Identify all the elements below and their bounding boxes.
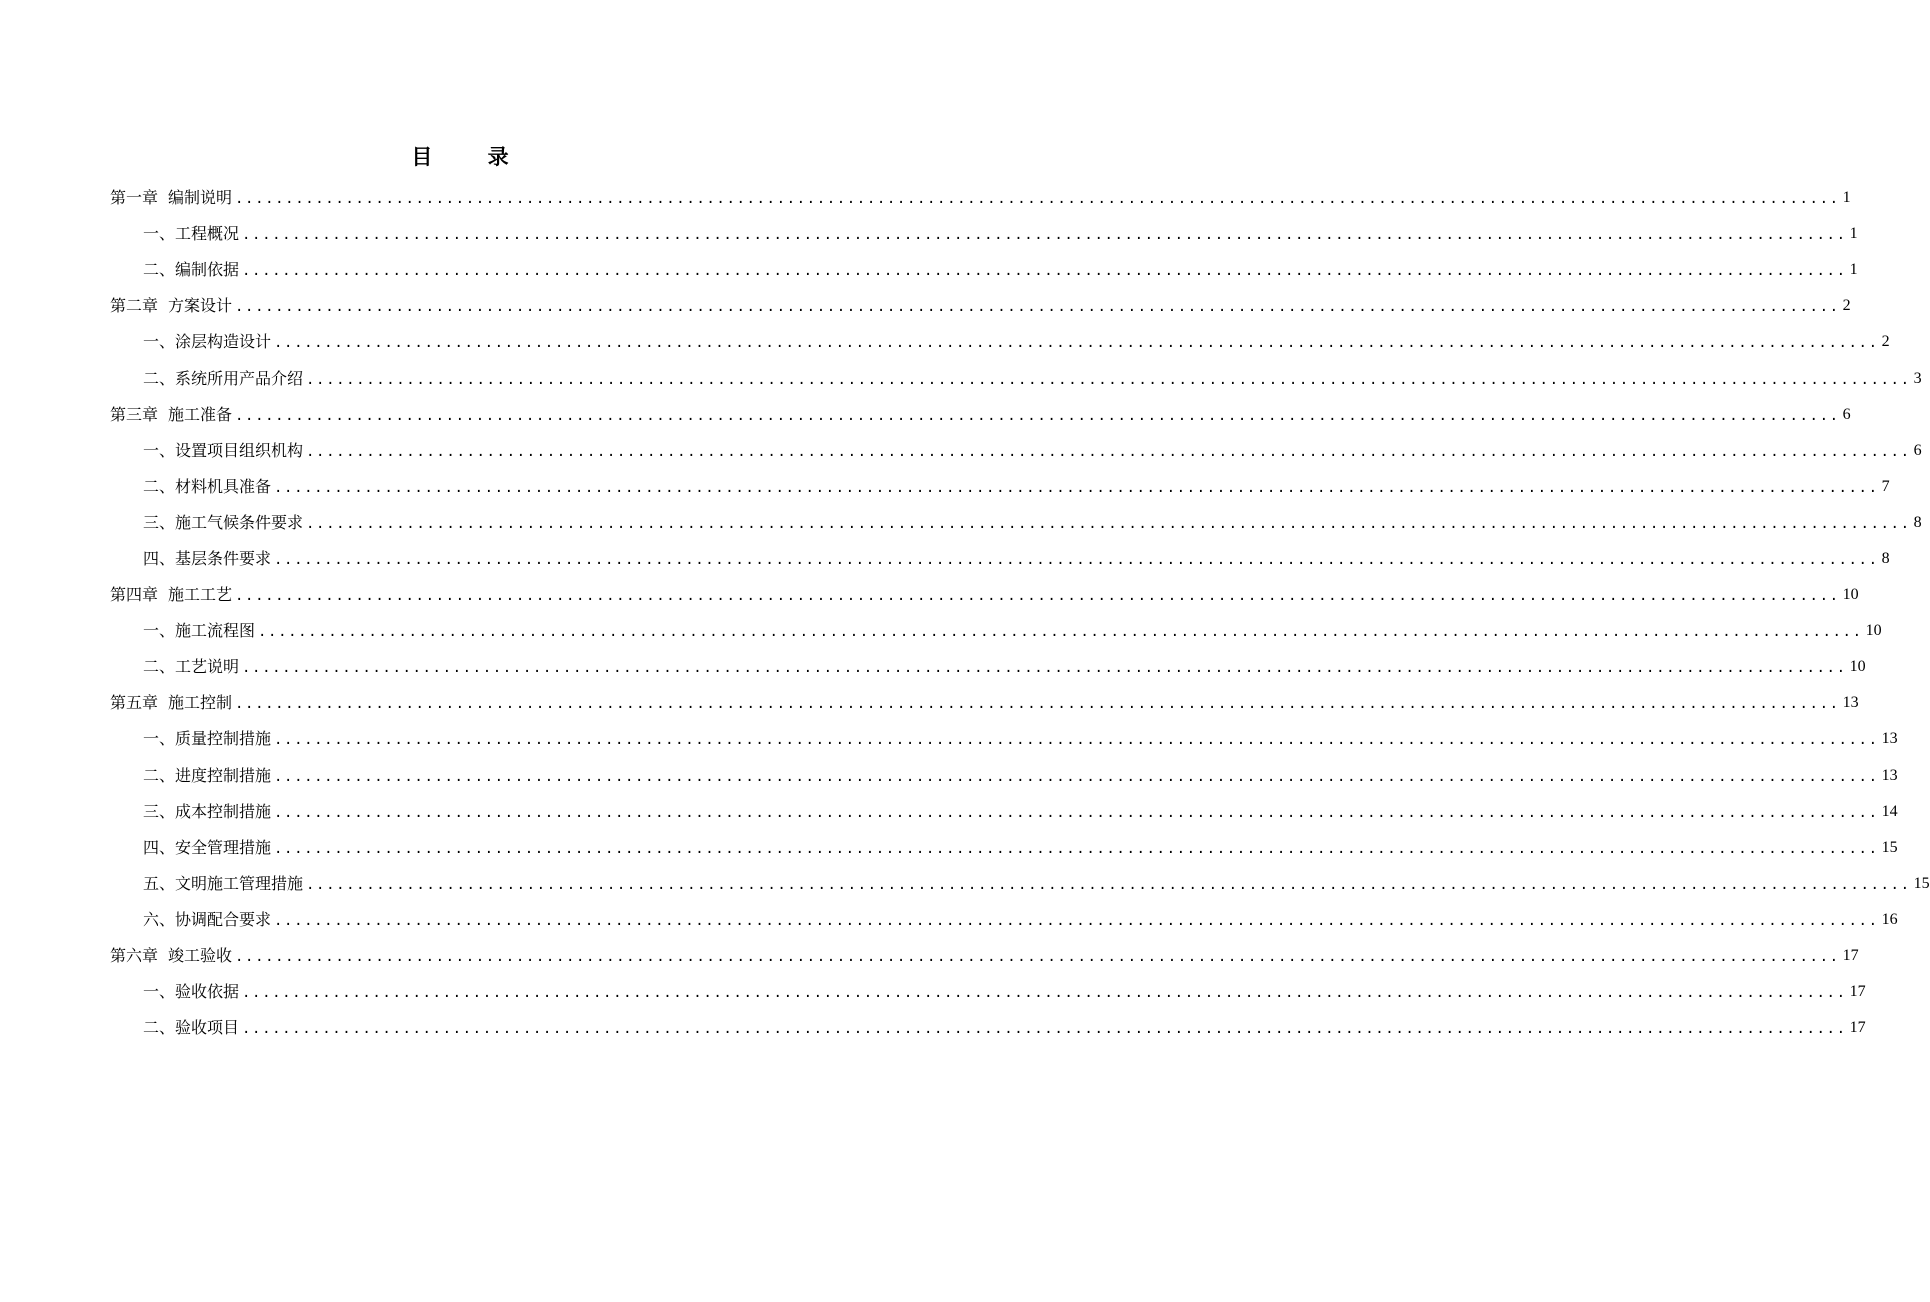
toc-section-entry[interactable] [110,830,1898,866]
toc-entry-text: 编制说明 [168,188,233,208]
toc-chapter-number: 第三章 [110,404,159,424]
toc-page-number: 13 [1881,766,1898,784]
toc-entry-label [110,405,232,425]
toc-page-number: 7 [1881,477,1890,495]
toc-section-entry[interactable] [110,216,1858,252]
toc-dot-leader: ................................................................................................................................................................ [274,551,1879,568]
toc-chapter-entry[interactable] [110,288,1851,324]
toc-entry-text: 施工控制 [168,693,233,713]
toc-page-number: 13 [1842,694,1859,712]
toc-section-entry[interactable] [110,649,1866,685]
toc-dot-leader: ................................................................................................................................................................ [242,660,1847,677]
toc-dot-leader: ................................................................................................................................................................ [274,335,1879,352]
toc-page-number: 15 [1881,838,1898,856]
toc-title: 目 录 [411,145,533,169]
toc-section-entry[interactable] [110,794,1898,830]
toc-entry-label [143,513,303,533]
toc-page-number: 1 [1849,225,1858,243]
toc-section-entry[interactable] [110,613,1882,649]
toc-entry-text: 二、进度控制措施 [143,765,272,785]
toc-section-entry[interactable] [110,360,1922,396]
toc-dot-leader: ................................................................................................................................................................ [274,768,1879,785]
toc-entry-text: 一、涂层构造设计 [143,332,272,352]
toc-page-number: 6 [1913,441,1922,459]
toc-entry-label [143,332,271,352]
toc-entry-label [143,910,271,930]
toc-entry-label [143,441,303,461]
toc-entry-text: 一、验收依据 [143,982,240,1002]
toc-entry-label [143,477,271,497]
toc-entry-text: 二、验收项目 [143,1018,240,1038]
toc-section-entry[interactable] [110,505,1922,541]
toc-entry-text: 一、工程概况 [143,224,240,244]
toc-page-number: 8 [1881,549,1890,567]
toc-page-number: 15 [1913,874,1930,892]
toc-entry-label [143,874,303,894]
toc-dot-leader: ................................................................................................................................................................ [306,371,1911,388]
toc-entry-label [110,188,232,208]
toc-entry-text: 一、质量控制措施 [143,729,272,749]
toc-page-number: 17 [1849,983,1866,1001]
toc-dot-leader: ................................................................................................................................................................ [274,804,1879,821]
toc-chapter-entry[interactable] [110,685,1859,721]
toc-chapter-number: 第二章 [110,296,159,316]
toc-dot-leader: ................................................................................................................................................................ [242,263,1847,280]
toc-dot-leader: ................................................................................................................................................................ [274,912,1879,929]
toc-entry-label [110,585,232,605]
toc-dot-leader: ................................................................................................................................................................ [235,588,1840,605]
toc-page-number: 8 [1913,513,1922,531]
toc-dot-leader: ................................................................................................................................................................ [274,840,1879,857]
toc-section-entry[interactable] [110,758,1898,794]
toc-entry-text: 二、材料机具准备 [143,476,272,496]
toc-dot-leader: ................................................................................................................................................................ [242,985,1847,1002]
toc-dot-leader: ................................................................................................................................................................ [306,515,1911,532]
toc-chapter-entry[interactable] [110,577,1859,613]
toc-entry-label [110,946,232,966]
toc-chapter-number: 第五章 [110,693,159,713]
toc-entry-text: 五、文明施工管理措施 [143,873,304,893]
toc-entry-text: 一、施工流程图 [143,621,256,641]
toc-dot-leader: ................................................................................................................................................................ [258,624,1863,641]
toc-page-number: 2 [1881,333,1890,351]
toc-page-number: 16 [1881,910,1898,928]
toc-page-number: 17 [1842,947,1859,965]
toc-dot-leader: ................................................................................................................................................................ [306,876,1911,893]
toc-page-number: 14 [1881,802,1898,820]
toc-chapter-number: 第六章 [110,946,159,966]
toc-chapter-number: 第四章 [110,585,159,605]
toc-dot-leader: ................................................................................................................................................................ [235,407,1840,424]
toc-page-number: 13 [1881,730,1898,748]
toc-entry-label [143,729,271,749]
toc-dot-leader: ................................................................................................................................................................ [274,732,1879,749]
toc-dot-leader: ................................................................................................................................................................ [306,443,1911,460]
toc-dot-leader: ................................................................................................................................................................ [235,696,1840,713]
toc-dot-leader: ................................................................................................................................................................ [235,949,1840,966]
toc-page-number: 3 [1913,369,1922,387]
toc-entry-text: 三、施工气候条件要求 [143,512,304,532]
toc-dot-leader: ................................................................................................................................................................ [242,1021,1847,1038]
toc-entry-text: 二、工艺说明 [143,657,240,677]
toc-entry-label [143,657,239,677]
toc-entry-label [110,296,232,316]
toc-entry-label [143,621,255,641]
toc-section-entry[interactable] [110,1010,1866,1046]
toc-section-entry[interactable] [110,252,1858,288]
toc-entry-label [143,224,239,244]
toc-page-number: 17 [1849,1019,1866,1037]
toc-section-entry[interactable] [110,324,1890,360]
toc-entry-label [143,1018,239,1038]
toc-section-entry[interactable] [110,541,1890,577]
toc-page-number: 10 [1865,622,1882,640]
toc-section-entry[interactable] [110,902,1898,938]
table-of-contents [110,180,1930,1046]
toc-dot-leader: ................................................................................................................................................................ [274,479,1879,496]
toc-entry-label [143,766,271,786]
toc-entry-text: 施工准备 [168,404,233,424]
toc-entry-label [143,802,271,822]
toc-entry-text: 六、协调配合要求 [143,909,272,929]
toc-section-entry[interactable] [110,721,1898,757]
toc-dot-leader: ................................................................................................................................................................ [242,227,1847,244]
toc-entry-text: 三、成本控制措施 [143,801,272,821]
toc-chapter-entry[interactable] [110,938,1859,974]
toc-section-entry[interactable] [110,433,1922,469]
toc-entry-text: 一、设置项目组织机构 [143,440,304,460]
toc-entry-label [143,260,239,280]
toc-page-number: 10 [1842,586,1859,604]
toc-entry-text: 二、系统所用产品介绍 [143,368,304,388]
toc-entry-text: 方案设计 [168,296,233,316]
toc-page-number: 2 [1842,297,1851,315]
toc-entry-label [143,838,271,858]
toc-chapter-number: 第一章 [110,188,159,208]
toc-page-number: 6 [1842,405,1851,423]
toc-page-number: 10 [1849,658,1866,676]
toc-page-number: 1 [1842,189,1851,207]
toc-entry-text: 竣工验收 [168,946,233,966]
toc-entry-label [143,982,239,1002]
toc-entry-text: 四、基层条件要求 [143,548,272,568]
toc-section-entry[interactable] [110,866,1930,902]
toc-section-entry[interactable] [110,469,1890,505]
toc-entry-text: 施工工艺 [168,585,233,605]
toc-entry-label [143,369,303,389]
toc-dot-leader: ................................................................................................................................................................ [235,191,1840,208]
toc-section-entry[interactable] [110,974,1866,1010]
toc-chapter-entry[interactable] [110,180,1851,216]
toc-entry-label [110,693,232,713]
toc-entry-text: 二、编制依据 [143,260,240,280]
toc-page-number: 1 [1849,261,1858,279]
toc-entry-text: 四、安全管理措施 [143,837,272,857]
toc-entry-label [143,549,271,569]
toc-dot-leader: ................................................................................................................................................................ [235,299,1840,316]
toc-chapter-entry[interactable] [110,397,1851,433]
